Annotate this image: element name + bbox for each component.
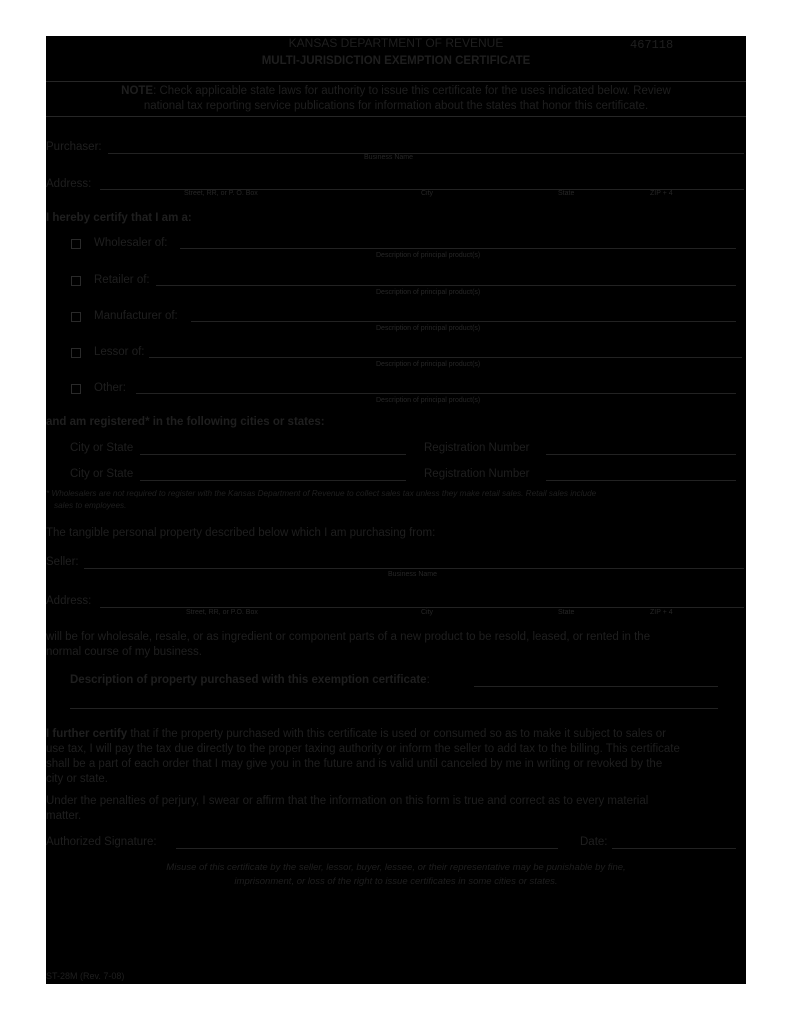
- use-text-line-2: normal course of my business.: [46, 646, 202, 658]
- further-line-3: shall be a part of each order that I may give you in the future and is valid until canceled by me in writing or revoked by the: [46, 758, 663, 770]
- lessor-label: Lessor of:: [94, 346, 145, 358]
- seller-address-input[interactable]: [100, 607, 744, 608]
- retailer-checkbox[interactable]: [71, 276, 81, 286]
- footnote-line-2: sales to employees.: [54, 501, 127, 510]
- date-input[interactable]: [612, 848, 736, 849]
- form-title: MULTI-JURISDICTION EXEMPTION CERTIFICATE: [261, 55, 531, 67]
- seller-state-caption: State: [558, 609, 575, 616]
- tangible-text: The tangible personal property described below which I am purchasing from:: [46, 527, 436, 539]
- retailer-label: Retailer of:: [94, 274, 150, 286]
- registration-2-city-label: City or State: [70, 468, 134, 480]
- manufacturer-caption: Description of principal product(s): [376, 325, 481, 332]
- retailer-input[interactable]: [156, 285, 736, 286]
- purchaser-zip-caption: ZIP + 4: [650, 190, 673, 197]
- note-border-bottom: [46, 116, 746, 117]
- form-number: 467118: [630, 38, 674, 52]
- purchaser-street-caption: Street, RR, or P. O. Box: [184, 190, 258, 197]
- misuse-line-2: imprisonment, or loss of the right to issue certificates in some cities or states.: [234, 876, 558, 887]
- seller-city-caption: City: [421, 609, 434, 616]
- wholesaler-checkbox[interactable]: [71, 239, 81, 249]
- signature-label: Authorized Signature:: [46, 836, 157, 848]
- note-text-1: : Check applicable state laws for authority to issue this certificate for the uses indicated below. Review: [153, 85, 671, 97]
- registration-2-number-input[interactable]: [546, 480, 736, 481]
- note-line-1: [46, 85, 746, 97]
- manufacturer-input[interactable]: [191, 321, 736, 322]
- other-checkbox[interactable]: [71, 384, 81, 394]
- purchaser-input[interactable]: [108, 153, 744, 154]
- registration-1-number-label: Registration Number: [424, 442, 530, 454]
- wholesaler-input[interactable]: [180, 248, 736, 249]
- certify-heading: I hereby certify that I am a:: [46, 212, 192, 224]
- description-label: Description of property purchased with this exemption certificate:: [70, 674, 430, 686]
- seller-address-label: Address:: [46, 595, 92, 607]
- retailer-caption: Description of principal product(s): [376, 289, 481, 296]
- description-input-2[interactable]: [70, 708, 718, 709]
- lessor-input[interactable]: [149, 357, 742, 358]
- further-line-4: city or state.: [46, 773, 108, 785]
- seller-caption: Business Name: [388, 571, 438, 578]
- use-text-line-1: will be for wholesale, resale, or as ingredient or component parts of a new product to be resold, leased, or rented in the: [46, 631, 651, 643]
- lessor-caption: Description of principal product(s): [376, 361, 481, 368]
- purchaser-city-caption: City: [421, 190, 434, 197]
- other-label: Other:: [94, 382, 126, 394]
- department-name: KANSAS DEPARTMENT OF REVENUE: [288, 36, 504, 50]
- signature-input[interactable]: [176, 848, 558, 849]
- purchaser-address-label: Address:: [46, 178, 92, 190]
- registration-1-city-input[interactable]: [140, 454, 406, 455]
- form-sheet: [46, 36, 746, 984]
- purchaser-caption: Business Name: [364, 154, 414, 161]
- form-id: ST-28M (Rev. 7-08): [46, 971, 125, 981]
- perjury-line-2: matter.: [46, 810, 82, 822]
- wholesaler-label: Wholesaler of:: [94, 237, 168, 249]
- further-text-1: that if the property purchased with this certificate is used or consumed so as to make it subject to sales or: [127, 728, 667, 740]
- purchaser-label: Purchaser:: [46, 141, 102, 153]
- further-line-1: [46, 728, 666, 740]
- manufacturer-checkbox[interactable]: [71, 312, 81, 322]
- seller-input[interactable]: [84, 568, 744, 569]
- date-label: Date:: [580, 836, 608, 848]
- other-input[interactable]: [136, 393, 736, 394]
- lessor-checkbox[interactable]: [71, 348, 81, 358]
- note-text-2: national tax reporting service publications for information about the states that honor this certificate.: [143, 100, 649, 112]
- registration-2-city-input[interactable]: [140, 480, 406, 481]
- note-border-top: [46, 81, 746, 82]
- registration-1-number-input[interactable]: [546, 454, 736, 455]
- further-bold: I further certify: [46, 728, 128, 740]
- seller-label: Seller:: [46, 556, 79, 568]
- registered-heading: and am registered* in the following cities or states:: [46, 416, 325, 428]
- registration-1-city-label: City or State: [70, 442, 134, 454]
- manufacturer-label: Manufacturer of:: [94, 310, 178, 322]
- misuse-line-1: Misuse of this certificate by the seller, lessor, buyer, lessee, or their representative may be punishable by fine,: [166, 862, 626, 873]
- note-label: NOTE: [121, 85, 154, 97]
- registration-2-number-label: Registration Number: [424, 468, 530, 480]
- other-caption: Description of principal product(s): [376, 397, 481, 404]
- footnote-line-1: * Wholesalers are not required to register with the Kansas Department of Revenue to collect sales tax unless they make retail sales. Retail sales include: [46, 489, 597, 498]
- seller-zip-caption: ZIP + 4: [650, 609, 673, 616]
- description-label-text: Description of property purchased with this exemption certificate: [70, 674, 427, 686]
- further-line-2: use tax, I will pay the tax due directly to the proper taxing authority or inform the seller to add tax to the billing. This certificate: [46, 743, 680, 755]
- description-input-1[interactable]: [474, 686, 718, 687]
- purchaser-state-caption: State: [558, 190, 575, 197]
- seller-street-caption: Street, RR, or P.O. Box: [186, 609, 258, 616]
- perjury-line-1: Under the penalties of perjury, I swear or affirm that the information on this form is true and correct as to every material: [46, 795, 649, 807]
- wholesaler-caption: Description of principal product(s): [376, 252, 481, 259]
